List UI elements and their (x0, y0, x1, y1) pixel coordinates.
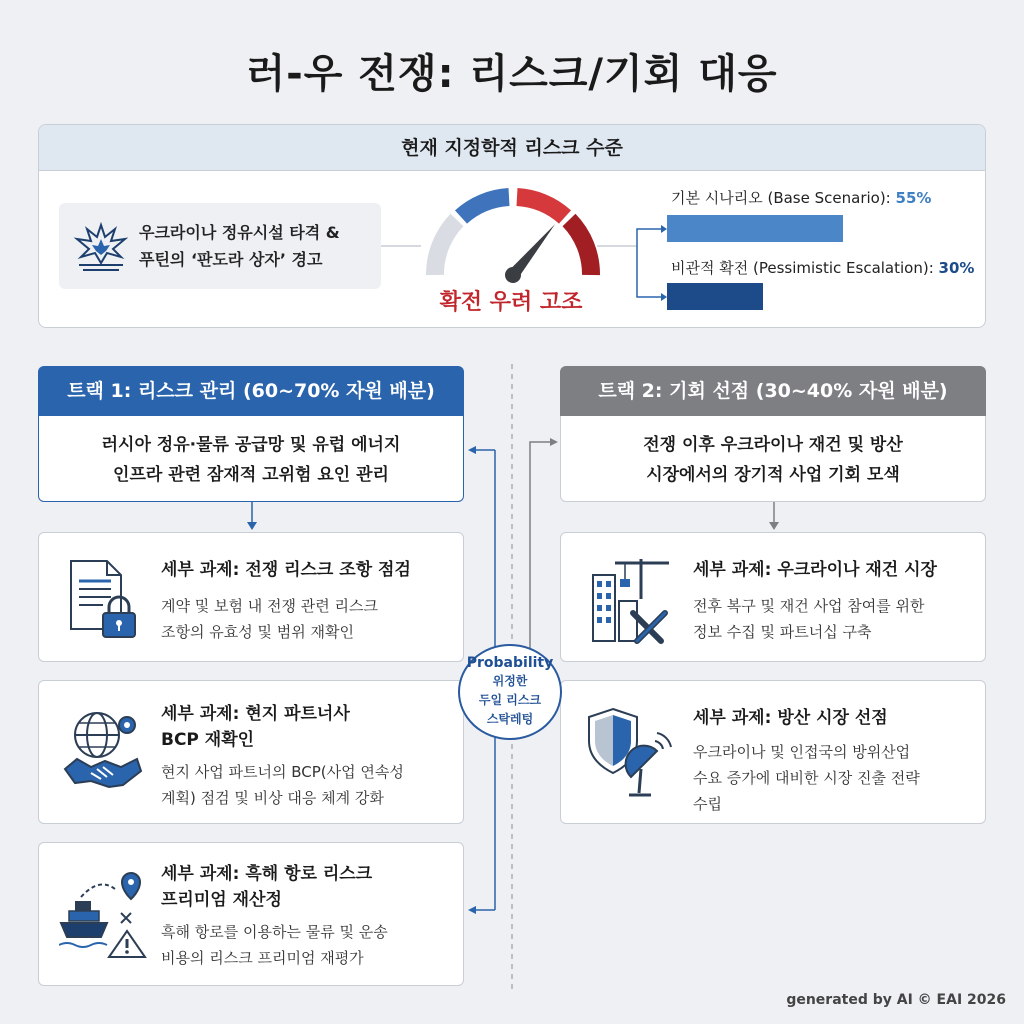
probability-badge (458, 644, 562, 740)
card-title: 세부 과제: 전쟁 리스크 조항 점검 (161, 560, 411, 580)
gauge-caption: 확전 우려 고조 (439, 290, 583, 315)
scenario-pessimistic-label: 비관적 확전 (Pessimistic Escalation): 30% (671, 259, 975, 277)
probability-badge-title: Probability (466, 655, 554, 671)
track1-desc-line-2: 인프라 관련 잠재적 고위험 요인 관리 (113, 465, 389, 485)
card-title: 세부 과제: 우크라이나 재건 시장 (693, 560, 937, 580)
track2-desc-line-1: 전쟁 이후 우크라이나 재건 및 방산 (643, 435, 903, 455)
scenario-pessimistic-pct: 30% (938, 259, 975, 277)
card-body: 흑해 항로를 이용하는 물류 및 운송 비용의 리스크 프리미엄 재평가 (161, 923, 388, 967)
footer-credit: generated by AI © EAI 2026 (786, 992, 1006, 1008)
track1-desc-line-1: 러시아 정유·물류 공급망 및 유럽 에너지 (101, 435, 401, 455)
track2-header: 트랙 2: 기회 선점 (30~40% 자원 배분) (560, 366, 986, 416)
card-title: 세부 과제: 방산 시장 선점 (693, 708, 888, 728)
card-title: 세부 과제: 현지 파트너사 BCP 재확인 (161, 704, 350, 750)
construction-icon (585, 555, 675, 645)
shield-radar-icon (585, 707, 675, 799)
page-title: 러-우 전쟁: 리스크/기회 대응 (246, 51, 778, 97)
scenario-base-label: 기본 시나리오 (Base Scenario): 55% (671, 189, 932, 207)
globe-handshake-icon (61, 707, 145, 797)
event-line-2: 푸틴의 ‘판도라 상자’ 경고 (139, 250, 323, 269)
document-lock-icon (65, 557, 139, 641)
track1-card-blacksea (38, 842, 464, 986)
card-title: 세부 과제: 흑해 항로 리스크 프리미엄 재산정 (161, 864, 373, 910)
card-body: 전후 복구 및 재건 사업 참여를 위한 정보 수집 및 파트너십 구축 (693, 597, 925, 641)
track1-header: 트랙 1: 리스크 관리 (60~70% 자원 배분) (38, 366, 464, 416)
ship-route-icon (59, 867, 149, 961)
probability-badge-line-3: 스탁레텅 (486, 712, 534, 726)
track1-card-bcp (38, 680, 464, 824)
scenario-base-pct: 55% (895, 189, 932, 207)
card-body: 현지 사업 파트너의 BCP(사업 연속성 계획) 점검 및 비상 대응 체계 강화 (161, 763, 404, 807)
card-body: 계약 및 보험 내 전쟁 관련 리스크 조항의 유효성 및 범위 재확인 (161, 597, 378, 641)
risk-panel-header: 현재 지정학적 리스크 수준 (39, 125, 985, 171)
event-line-1: 우크라이나 정유시설 타격 & (139, 223, 340, 242)
track2-description (560, 416, 986, 502)
probability-badge-line-1: 위정한 (492, 674, 528, 688)
card-body: 우크라이나 및 인접국의 방위산업 수요 증가에 대비한 시장 진출 전략 수립 (693, 743, 920, 813)
track2-card-defense (560, 680, 986, 824)
track2-card-reconstruction (560, 532, 986, 662)
track2-desc-line-2: 시장에서의 장기적 사업 기회 모색 (646, 465, 900, 485)
track1-description (38, 416, 464, 502)
track1-card-war-clause (38, 532, 464, 662)
probability-badge-line-2: 두일 리스크 (478, 693, 542, 707)
